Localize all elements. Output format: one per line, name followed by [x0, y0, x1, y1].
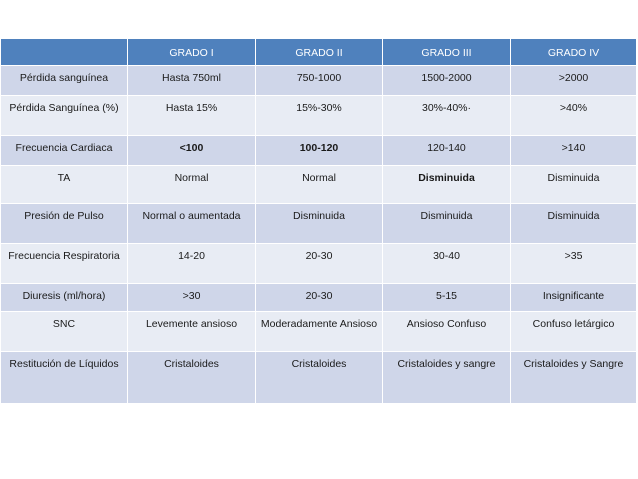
table-cell: 750-1000 [256, 66, 383, 96]
table-cell: 14-20 [128, 244, 256, 284]
row-label: Presión de Pulso [1, 204, 128, 244]
table-cell: >30 [128, 284, 256, 312]
table-cell: Disminuida [256, 204, 383, 244]
shock-grade-table [0, 38, 637, 404]
table-row [1, 96, 637, 136]
header-grado-1: GRADO I [128, 39, 256, 66]
header-grado-4: GRADO IV [511, 39, 637, 66]
table-cell: Normal [128, 166, 256, 204]
table-row [1, 136, 637, 166]
table-row [1, 284, 637, 312]
table-header [1, 39, 637, 66]
table-cell: Normal [256, 166, 383, 204]
table-cell: >2000 [511, 66, 637, 96]
row-label: Frecuencia Respiratoria [1, 244, 128, 284]
table-cell: <100 [128, 136, 256, 166]
table-cell: 30%-40%· [383, 96, 511, 136]
row-label: Restitución de Líquidos [1, 352, 128, 404]
header-grado-3: GRADO III [383, 39, 511, 66]
header-grado-2: GRADO II [256, 39, 383, 66]
table-row [1, 352, 637, 404]
table-cell: Moderadamente Ansioso [256, 312, 383, 352]
table-cell: Cristaloides [128, 352, 256, 404]
table-cell: 120-140 [383, 136, 511, 166]
table-cell: 5-15 [383, 284, 511, 312]
table-row [1, 66, 637, 96]
table-cell: 1500-2000 [383, 66, 511, 96]
table-cell: Confuso letárgico [511, 312, 637, 352]
row-label: Pérdida sanguínea [1, 66, 128, 96]
table-cell: 100-120 [256, 136, 383, 166]
row-label: TA [1, 166, 128, 204]
table-cell: Normal o aumentada [128, 204, 256, 244]
table-cell: 20-30 [256, 244, 383, 284]
table-row [1, 244, 637, 284]
table-cell: Cristaloides y sangre [383, 352, 511, 404]
header-row [1, 39, 637, 66]
table-cell: Cristaloides y Sangre [511, 352, 637, 404]
table-cell: Ansioso Confuso [383, 312, 511, 352]
row-label: SNC [1, 312, 128, 352]
table-cell: >140 [511, 136, 637, 166]
table-cell: Cristaloides [256, 352, 383, 404]
table-cell: 30-40 [383, 244, 511, 284]
table-cell: >35 [511, 244, 637, 284]
table-cell: Disminuida [511, 166, 637, 204]
table-cell: Disminuida [383, 166, 511, 204]
table-cell: Disminuida [383, 204, 511, 244]
header-corner [1, 39, 128, 66]
table-cell: Disminuida [511, 204, 637, 244]
table-cell: Hasta 750ml [128, 66, 256, 96]
table-row [1, 166, 637, 204]
table-cell: 15%-30% [256, 96, 383, 136]
table-body [1, 66, 637, 404]
table-cell: Insignificante [511, 284, 637, 312]
table-cell: >40% [511, 96, 637, 136]
row-label: Pérdida Sanguínea (%) [1, 96, 128, 136]
table-cell: Levemente ansioso [128, 312, 256, 352]
row-label: Diuresis (ml/hora) [1, 284, 128, 312]
row-label: Frecuencia Cardiaca [1, 136, 128, 166]
table-cell: 20-30 [256, 284, 383, 312]
table-row [1, 312, 637, 352]
table-cell: Hasta 15% [128, 96, 256, 136]
table-row [1, 204, 637, 244]
